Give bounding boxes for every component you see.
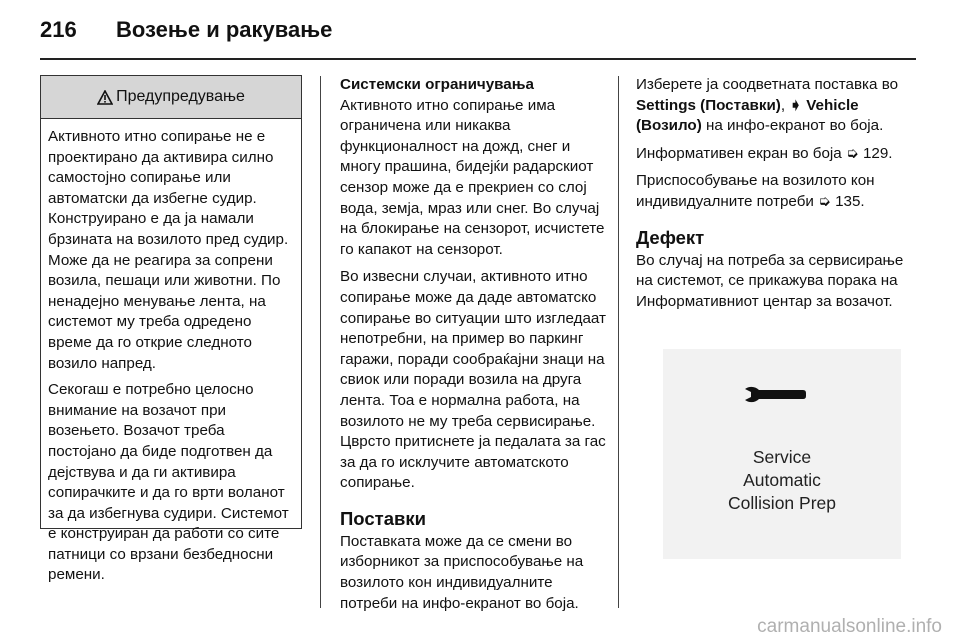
middle-column (340, 75, 610, 621)
text-span: , (780, 96, 790, 114)
menu-path-vehicle: Vehicle (Возило) (636, 96, 859, 135)
page-ref-icon: ➭ (845, 144, 859, 162)
display-line: Collision Prep (728, 493, 836, 513)
page-ref-icon: ➭ (818, 192, 831, 210)
display-illustration (663, 349, 901, 559)
heading-settings: Поставки (340, 507, 426, 529)
page-title: Возење и ракување (116, 17, 333, 42)
warning-paragraph: Секогаш е потребно целосно внимание на возачот при возењето. Возачот треба постојано да биде подготвен да дејствува и да ги активира сопирачките и да го врти воланот за да избегнува судири. Системот е конструиран да работи со сите патници со врзани безбедносни ремени. (48, 381, 289, 584)
text-span: Информативен екран во боја (636, 144, 846, 162)
column-divider (618, 76, 619, 608)
paragraph: Во извесни случаи, активното итно сопирање може да даде автоматско сопирање во ситуации што изгледаат непотребни, на пример во паркинг гаражи, поради сообраќајни знаци на свиок или поради возила на друга лента. Тоа е нормална работа, на возилото не му треба сервисирање. Цврсто притиснете ја педалата за гас за да го исклучите автоматското сопирање. (340, 268, 606, 492)
warning-title: Предупредување (116, 88, 245, 105)
paragraph: Активното итно сопирање има ограничена или никаква функционалност на дожд, снег и многу прашина, бидејќи радарскиот сензор може да е прекриен со слој вода, земја, мраз или снег. Во случај на блокирање на сензорот, исчистете го капакот на сензорот. (340, 96, 605, 258)
watermark: carmanualsonline.info (757, 616, 942, 637)
right-column (636, 75, 906, 319)
paragraph: Во случај на потреба за сервисирање на системот, се прикажува порака на Информативниот центар за возачот. (636, 251, 904, 310)
text-span: на инфо-екранот во боја. (701, 117, 884, 135)
page-number: 216 (40, 17, 77, 42)
page-header (40, 17, 333, 43)
text-span: Изберете ја соодветната поставка во (636, 76, 899, 93)
menu-path-settings: Settings (Поставки) (636, 96, 781, 114)
display-line: Automatic (743, 470, 821, 490)
paragraph (636, 171, 906, 212)
paragraph: Поставката може да се смени во изборникот за приспособување на возилото кон индивидуалните потреби на инфо-екранот во боја. (340, 532, 584, 612)
column-divider (320, 76, 321, 608)
warning-header (41, 76, 301, 119)
warning-triangle-icon (97, 90, 113, 105)
heading-fault: Дефект (636, 226, 705, 248)
text-span: Приспособување на возилото кон индивидуалните потреби (636, 172, 875, 210)
paragraph (636, 144, 906, 165)
page-ref-link[interactable]: 129. (858, 144, 893, 162)
wrench-icon (743, 385, 807, 407)
subheading-limitations: Системски ограничувања (340, 76, 534, 93)
warning-paragraph: Активното итно сопирање не е проектирано да активира силно самостојно сопирање или автоматски да избегне судир. Конструирано е да ја намали брзината на возилото пред судир. Може да не реагира за сопрени возила, пешаци или животни. По ненадејно менување лента, на системот му треба одредено време да го открие следното возило напред. (48, 128, 289, 372)
paragraph (636, 75, 906, 137)
warning-body (41, 119, 301, 586)
page-ref-link[interactable]: 135. (830, 192, 865, 210)
header-rule (40, 58, 916, 60)
warning-box (40, 75, 302, 584)
menu-arrow-icon: ➧ (789, 96, 803, 114)
display-message (663, 446, 901, 515)
display-line: Service (752, 447, 812, 467)
